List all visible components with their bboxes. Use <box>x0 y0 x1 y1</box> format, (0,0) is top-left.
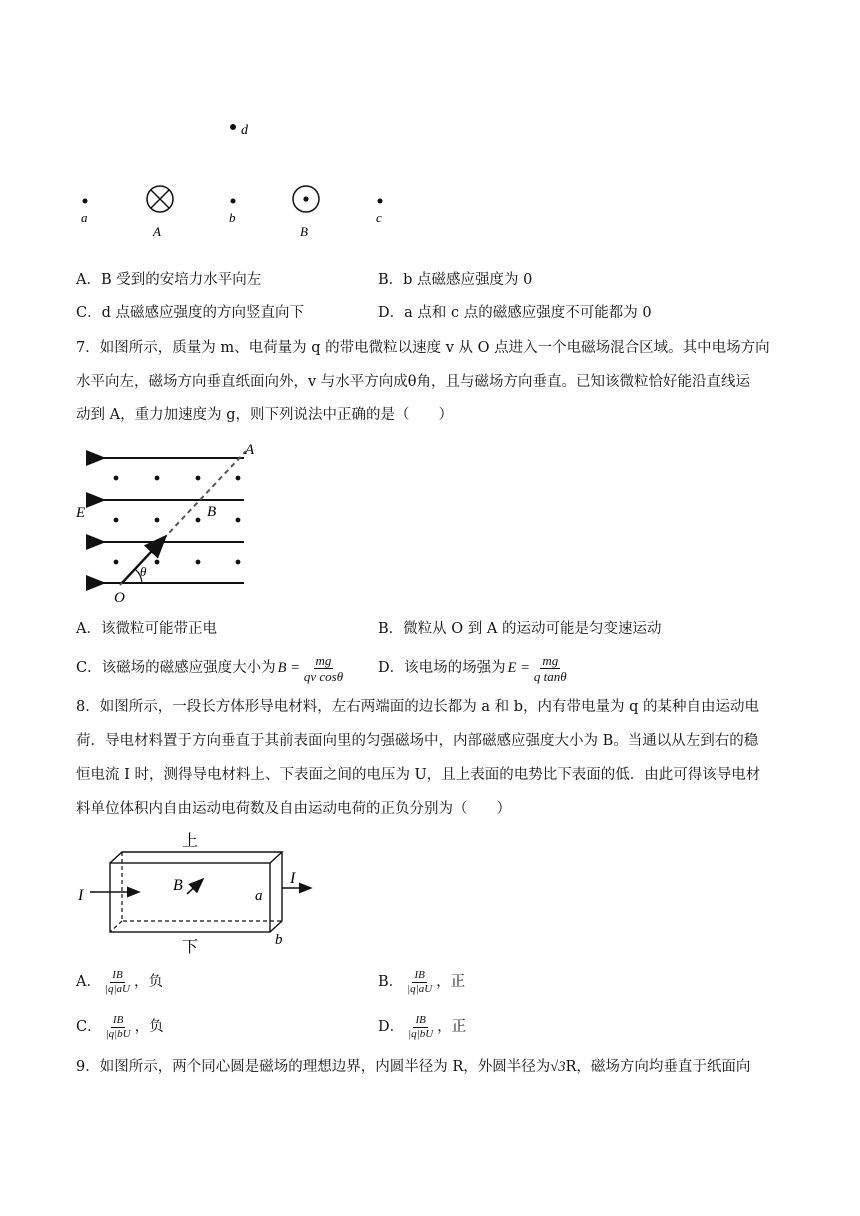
fraction-numerator: mg <box>315 652 332 668</box>
q7-stem-line-3: 动到 A，重力加速度为 g，则下列说法中正确的是（ ） <box>76 407 453 423</box>
point-c <box>378 199 383 204</box>
q7-option-c[interactable] <box>76 648 347 688</box>
q8-option-c-label: C． <box>76 1019 102 1035</box>
q8-option-b-fraction <box>405 969 434 996</box>
q8-stem-line-4: 料单位体积内自由运动电荷数及自由运动电荷的正负分别为（ ） <box>76 801 511 817</box>
label-B: B <box>173 877 183 894</box>
fraction-numerator: IB <box>414 968 425 981</box>
label-theta: θ <box>140 564 147 579</box>
q9-sqrt-3: √3 <box>550 1059 566 1075</box>
q7-option-b[interactable]: B．微粒从 O 到 A 的运动可能是匀变速运动 <box>378 621 662 637</box>
q7-option-a[interactable]: A．该微粒可能带正电 <box>76 621 217 637</box>
q8-option-a-fraction <box>103 969 132 996</box>
box-right-face <box>270 852 282 932</box>
label-d: d <box>241 123 248 138</box>
point-d <box>230 124 236 130</box>
q7-option-c-lhs: B = <box>277 660 300 676</box>
q7-figure <box>72 437 272 607</box>
box-top-face <box>110 852 282 863</box>
q9-stem-line-1 <box>76 1057 750 1077</box>
wire-B-out-of-page-icon <box>293 186 319 212</box>
q8-option-a-label: A． <box>76 974 101 990</box>
q8-option-c-fraction <box>104 1014 133 1041</box>
magnetic-field-dots <box>114 476 241 565</box>
fraction-denominator: |q|aU <box>407 982 433 995</box>
q7-stem-line-2: 水平向左，磁场方向垂直纸面向外，v 与水平方向成θ角，且与磁场方向垂直。已知该微粒恰好能沿直线运 <box>76 374 751 390</box>
box-front-face <box>110 863 270 932</box>
label-A: A <box>153 224 161 239</box>
q6-option-b[interactable]: B．b 点磁感应强度为 0 <box>378 272 533 288</box>
magnetic-field-arrow <box>187 880 202 894</box>
q7-option-c-fraction <box>302 653 345 684</box>
q8-option-a[interactable] <box>76 962 163 1002</box>
q8-option-c[interactable] <box>76 1007 164 1047</box>
q6-option-d[interactable]: D．a 点和 c 点的磁感应强度不可能都为 0 <box>378 305 652 321</box>
q8-stem-line-2: 荷．导电材料置于方向垂直于其前表面向里的匀强磁场中，内部磁感应强度大小为 B。当通以从左到右的稳 <box>76 733 759 749</box>
label-I-left: I <box>78 887 84 904</box>
q8-option-d-sign: ，正 <box>437 1019 467 1035</box>
q9-stem-text-b: R，磁场方向均垂直于纸面向 <box>565 1059 751 1075</box>
fraction-denominator: |q|bU <box>105 1027 131 1040</box>
q8-stem-line-1: 8．如图所示，一段长方体形导电材料，左右两端面的边长都为 a 和 b，内有带电量为 q 的某种自由运动电 <box>76 699 759 715</box>
point-a <box>83 199 88 204</box>
q7-stem-line-1: 7．如图所示，质量为 m、电荷量为 q 的带电微粒以速度 v 从 O 点进入一个电磁场混合区域。其中电场方向 <box>76 340 770 356</box>
fraction-numerator: IB <box>112 968 123 981</box>
label-a: a <box>81 210 88 225</box>
q8-option-b[interactable] <box>378 962 465 1002</box>
label-a: a <box>255 888 263 904</box>
label-b: b <box>229 210 236 225</box>
q8-figure <box>72 828 332 956</box>
q7-option-c-text: C．该磁场的磁感应强度大小为 <box>76 660 276 676</box>
q7-option-d-text: D．该电场的场强为 <box>378 660 506 676</box>
q8-option-b-sign: ，正 <box>436 974 466 990</box>
label-b: b <box>275 932 283 948</box>
fraction-numerator: IB <box>112 1013 124 1026</box>
q8-option-d[interactable] <box>378 1007 466 1047</box>
wire-A-into-page-icon <box>147 186 173 212</box>
label-O: O <box>114 590 125 606</box>
q7-option-d-lhs: E = <box>507 660 530 676</box>
label-E: E <box>76 505 86 521</box>
fraction-denominator: qv cosθ <box>303 668 344 684</box>
q8-stem-line-3: 恒电流 I 时，测得导电材料上、下表面之间的电压为 U，且上表面的电势比下表面的低．由此可得该导电材 <box>76 767 761 783</box>
q7-option-d-fraction <box>532 653 569 684</box>
label-B: B <box>207 504 217 520</box>
fraction-denominator: |q|bU <box>408 1027 434 1040</box>
label-B: B <box>300 224 308 239</box>
fraction-denominator: |q|aU <box>104 982 130 995</box>
q7-option-d[interactable] <box>378 648 571 688</box>
fraction-denominator: q tanθ <box>533 668 567 684</box>
q8-option-c-sign: ，负 <box>134 1019 164 1035</box>
q8-option-d-label: D． <box>378 1019 405 1035</box>
label-A: A <box>245 442 255 458</box>
label-top: 上 <box>182 833 199 850</box>
q6-figure <box>70 115 400 245</box>
q6-option-a[interactable]: A．B 受到的安培力水平向左 <box>76 272 262 288</box>
label-bottom: 下 <box>182 939 199 956</box>
q8-option-d-fraction <box>406 1014 435 1041</box>
q9-stem-text-a: 9．如图所示，两个同心圆是磁场的理想边界，内圆半径为 R，外圆半径为 <box>76 1059 551 1075</box>
fraction-numerator: IB <box>415 1013 426 1026</box>
q6-option-c[interactable]: C．d 点磁感应强度的方向竖直向下 <box>76 305 304 321</box>
label-I-right: I <box>290 870 296 887</box>
point-b <box>231 199 236 204</box>
fraction-numerator: mg <box>542 652 559 668</box>
label-c: c <box>376 210 382 225</box>
q8-option-a-sign: ，负 <box>133 974 163 990</box>
q8-option-b-label: B． <box>378 974 404 990</box>
